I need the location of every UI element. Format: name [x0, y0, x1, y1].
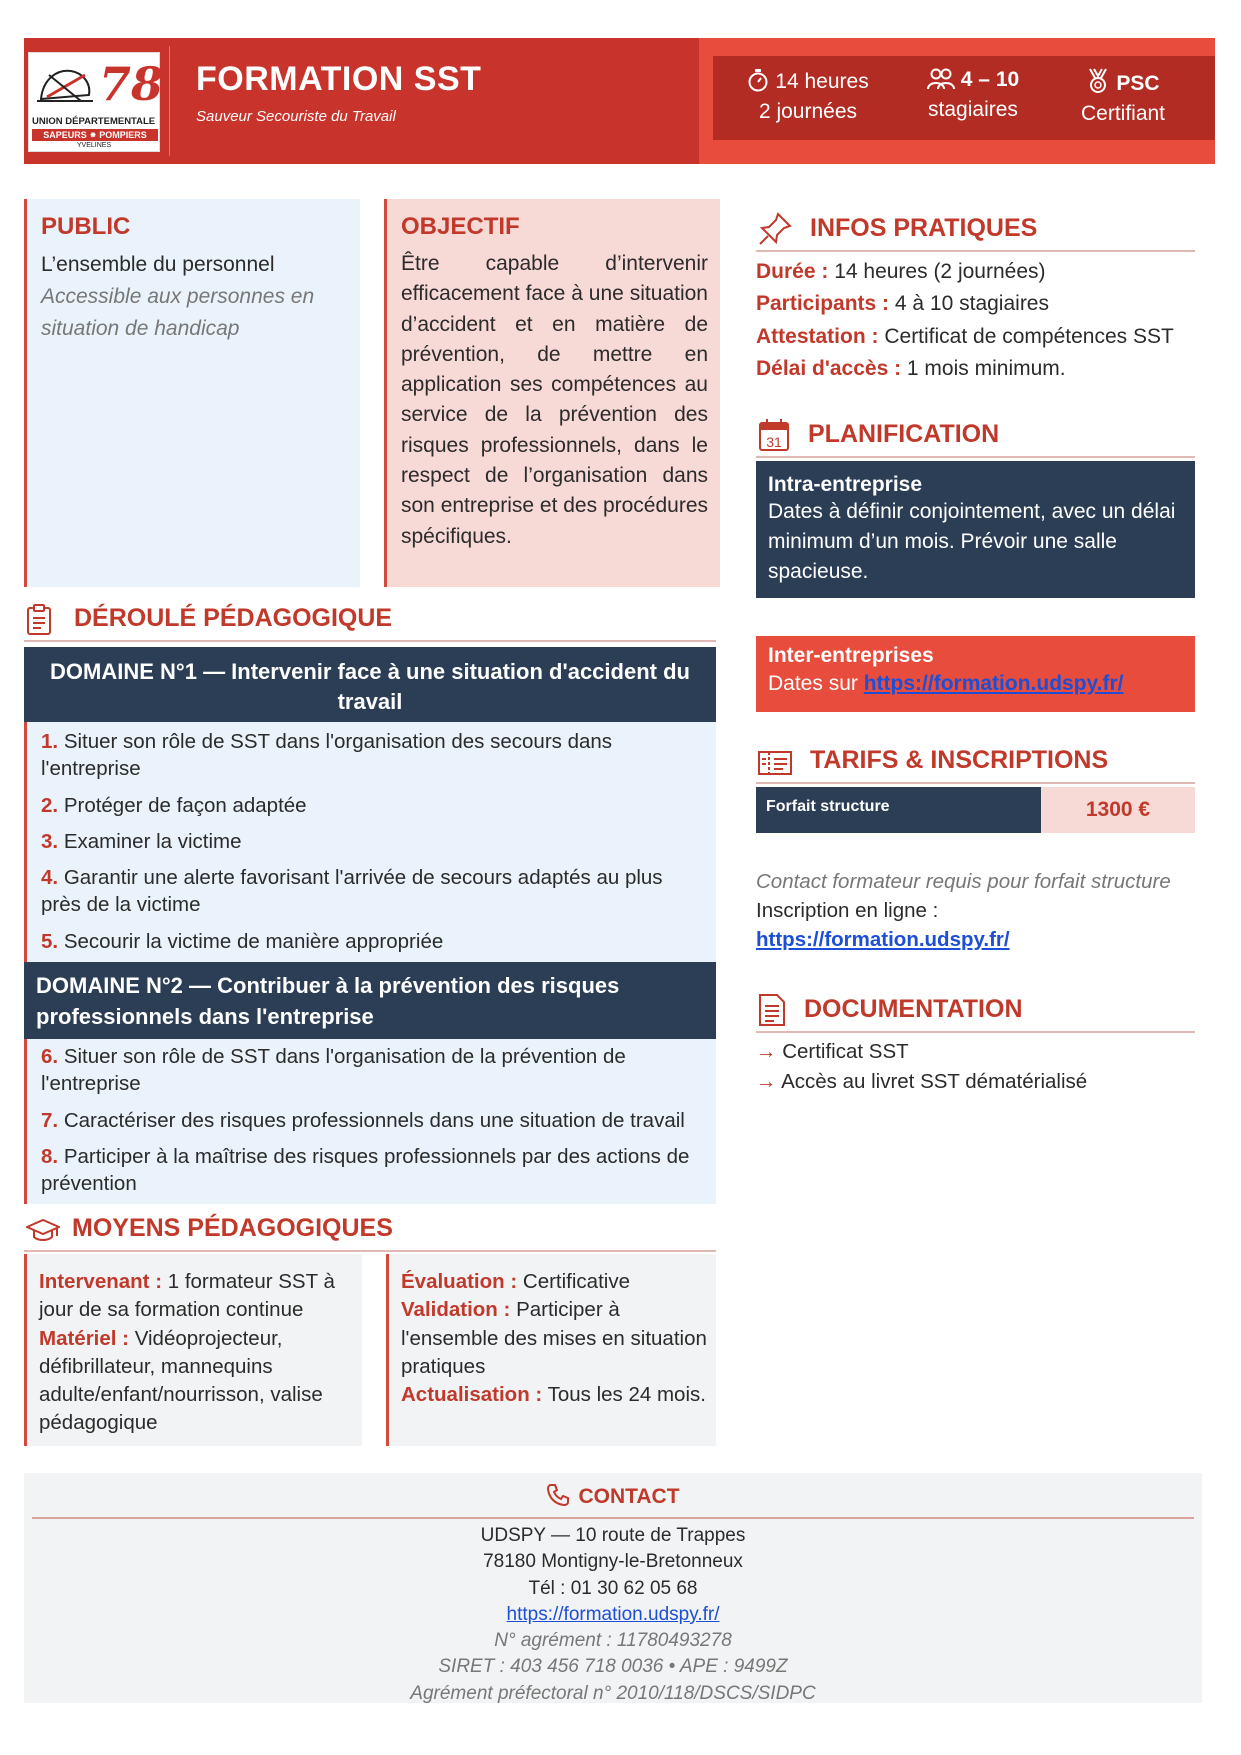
moyens-title: MOYENS PÉDAGOGIQUES	[72, 1214, 393, 1242]
attestation-text: Certificat de compétences SST	[884, 324, 1174, 348]
stats-box	[713, 56, 1215, 140]
info-duree	[756, 256, 1196, 288]
stat-participants-value: 4 – 10	[960, 68, 1020, 91]
stat-participants	[908, 68, 1038, 122]
domaine-1-list	[24, 722, 716, 962]
moyens-intervenant	[39, 1268, 350, 1325]
duree-label: Durée :	[756, 260, 829, 283]
documentation-section-header	[756, 991, 1195, 1033]
domaine-2-list	[24, 1039, 716, 1204]
tarif-row	[756, 787, 1195, 833]
duree-text: 14 heures (2 journées)	[834, 260, 1046, 283]
intervenant-label: Intervenant :	[39, 1270, 163, 1293]
participants-text: 4 à 10 stagiaires	[894, 292, 1049, 316]
logo	[28, 52, 164, 152]
stat-certification	[1058, 68, 1188, 126]
item-text: Situer son rôle de SST dans l'organisation de la prévention de l'entreprise	[41, 1045, 626, 1095]
intra-title: Intra-entreprise	[768, 473, 923, 496]
item-text: Caractériser des risques professionnels dans une situation de travail	[63, 1109, 685, 1132]
info-participants	[756, 288, 1196, 320]
moyens-right-card	[386, 1254, 716, 1446]
doc-item-text: Accès au livret SST dématérialisé	[781, 1070, 1088, 1093]
page-title: FORMATION SST	[196, 60, 482, 98]
graduation-cap-icon	[26, 1218, 60, 1244]
item-number: 8.	[41, 1145, 59, 1168]
item-number: 1.	[41, 730, 59, 753]
moyens-actualisation	[401, 1381, 712, 1409]
footer-title-row	[24, 1483, 1202, 1509]
footer-phone: Tél : 01 30 62 05 68	[528, 1577, 698, 1599]
item-text: Participer à la maîtrise des risques professionnels par des actions de prévention	[41, 1145, 690, 1195]
evaluation-text: Certificative	[522, 1270, 630, 1293]
item-number: 6.	[41, 1045, 59, 1068]
stat-participants-label: stagiaires	[928, 98, 1018, 121]
validation-text: Participer à l'ensemble des mises en situation pratiques	[401, 1298, 707, 1378]
moyens-materiel	[39, 1325, 350, 1438]
deroule-section-header	[24, 600, 716, 642]
clipboard-icon	[26, 604, 52, 636]
documentation-list	[756, 1037, 1087, 1097]
public-title: PUBLIC	[41, 213, 131, 240]
info-attestation	[756, 321, 1196, 353]
inscription-label: Inscription en ligne :	[756, 899, 939, 922]
stat-duration	[733, 68, 883, 124]
footer-siret: SIRET : 403 456 718 0036 • APE : 9499Z	[438, 1656, 788, 1678]
inter-link[interactable]: https://formation.udspy.fr/	[863, 672, 1124, 695]
header-divider	[169, 46, 170, 156]
list-item	[41, 1143, 701, 1197]
logo-line2: SAPEURS ⁕ POMPIERS	[32, 129, 158, 141]
infos-title: INFOS PRATIQUES	[810, 214, 1038, 242]
participants-label: Participants :	[756, 292, 890, 316]
logo-line3: YVELINES	[76, 142, 112, 149]
inter-title: Inter-entreprises	[768, 644, 934, 667]
page-subtitle: Sauveur Secouriste du Travail	[196, 108, 396, 125]
tarifs-title: TARIFS & INSCRIPTIONS	[810, 746, 1109, 774]
document-icon	[758, 993, 786, 1027]
stat-duration-value: 14 heures	[775, 70, 869, 93]
header-stats-panel	[699, 38, 1215, 164]
tarif-contact	[756, 867, 1196, 954]
pushpin-icon	[758, 212, 792, 246]
public-card	[24, 199, 360, 587]
logo-number: 78	[99, 57, 164, 111]
domaine-2-header	[24, 962, 716, 1039]
tarif-price: 1300 €	[1041, 787, 1195, 833]
item-number: 5.	[41, 930, 59, 953]
footer-lines	[24, 1523, 1202, 1707]
inter-text	[768, 668, 1183, 700]
item-text: Garantir une alerte favorisant l'arrivée de secours adaptés au plus près de la victime	[41, 866, 663, 916]
inscription-link[interactable]: https://formation.udspy.fr/	[756, 928, 1010, 951]
footer-contact	[24, 1473, 1202, 1703]
objectif-title: OBJECTIF	[401, 213, 520, 240]
moyens-section-header	[24, 1210, 716, 1252]
list-item	[756, 1037, 1087, 1067]
objectif-card	[384, 199, 720, 587]
tarif-label: Forfait structure	[756, 787, 1041, 833]
attestation-label: Attestation :	[756, 324, 879, 348]
header-banner	[24, 38, 1215, 164]
stopwatch-icon	[747, 68, 769, 92]
item-number: 2.	[41, 794, 59, 817]
moyens-validation	[401, 1296, 712, 1381]
infos-list	[756, 256, 1196, 386]
objectif-text: Être capable d’intervenir efficacement face à une situation d’accident et en matière de prévention, de mettre en application ses compétences au service de la prévention des risques professionnels, dans le respect de l’organisation dans son entreprise et des procédures spécifiques.	[401, 252, 709, 548]
item-text: Examiner la victime	[63, 830, 242, 853]
stat-certification-value: PSC	[1116, 72, 1160, 95]
item-number: 4.	[41, 866, 59, 889]
actualisation-label: Actualisation :	[401, 1383, 543, 1407]
list-item	[756, 1067, 1087, 1097]
footer-title: CONTACT	[578, 1485, 680, 1508]
domaine-1-header	[24, 647, 716, 722]
inter-entreprises-box	[756, 636, 1195, 712]
list-item	[41, 1043, 701, 1097]
intra-text: Dates à définir conjointement, avec un délai minimum d’un mois. Prévoir une salle spacieuse.	[768, 500, 1176, 583]
tarif-note: Contact formateur requis pour forfait structure	[756, 870, 1171, 893]
materiel-label: Matériel :	[39, 1326, 129, 1350]
list-item	[41, 864, 701, 918]
footer-address2: 78180 Montigny-le-Bretonneux	[483, 1551, 743, 1573]
calendar-icon	[758, 418, 790, 452]
ticket-icon	[758, 750, 792, 776]
info-delai	[756, 353, 1196, 385]
intervenant-text: 1 formateur SST à jour de sa formation continue	[39, 1270, 335, 1322]
stat-certification-label: Certifiant	[1080, 102, 1166, 125]
item-number: 3.	[41, 830, 59, 853]
planification-title: PLANIFICATION	[808, 420, 1000, 448]
logo-line1: UNION DÉPARTEMENTALE	[32, 116, 156, 127]
domaine-2-title: DOMAINE N°2 — Contribuer à la prévention des risques professionnels dans l'entreprise	[36, 973, 620, 1029]
planification-section-header	[756, 416, 1195, 458]
list-item	[41, 828, 701, 855]
moyens-evaluation	[401, 1268, 712, 1296]
footer-address1: UDSPY — 10 route de Trappes	[480, 1525, 746, 1546]
item-text: Protéger de façon adaptée	[63, 794, 307, 817]
infos-section-header	[756, 210, 1195, 252]
intra-entreprise-box	[756, 461, 1195, 598]
inter-prefix: Dates sur	[768, 672, 858, 695]
validation-label: Validation :	[401, 1298, 511, 1322]
group-icon	[927, 68, 955, 90]
footer-agrement: N° agrément : 11780493278	[494, 1630, 732, 1652]
list-item	[41, 1107, 701, 1134]
evaluation-label: Évaluation :	[401, 1270, 518, 1293]
arrow-right-icon: →	[756, 1070, 777, 1093]
list-item	[41, 928, 701, 955]
footer-divider	[32, 1517, 1194, 1519]
list-item	[41, 792, 701, 819]
delai-text: 1 mois minimum.	[906, 357, 1066, 381]
delai-label: Délai d'accès :	[756, 357, 902, 381]
documentation-title: DOCUMENTATION	[804, 995, 1023, 1023]
footer-prefectoral: Agrément préfectoral n° 2010/118/DSCS/SIDPC	[410, 1682, 816, 1704]
deroule-title: DÉROULÉ PÉDAGOGIQUE	[74, 604, 393, 632]
public-text: L’ensemble du personnel	[41, 253, 275, 276]
item-text: Secourir la victime de manière appropriée	[63, 930, 444, 953]
item-number: 7.	[41, 1109, 59, 1132]
public-accessibility-note: Accessible aux personnes en situation de handicap	[41, 285, 315, 340]
tarifs-section-header	[756, 742, 1195, 784]
footer-link[interactable]: https://formation.udspy.fr/	[506, 1603, 720, 1625]
actualisation-text: Tous les 24 mois.	[547, 1383, 706, 1407]
item-text: Situer son rôle de SST dans l'organisation des secours dans l'entreprise	[41, 730, 613, 780]
arrow-right-icon: →	[756, 1040, 777, 1063]
stat-duration-label: 2 journées	[758, 100, 858, 123]
medal-icon	[1086, 68, 1110, 94]
domaine-1-title: DOMAINE N°1 — Intervenir face à une situation d'accident du travail	[50, 659, 690, 714]
list-item	[41, 728, 701, 782]
firefighter-helmet-icon	[35, 61, 95, 111]
moyens-left-card	[24, 1254, 362, 1446]
materiel-text: Vidéoprojecteur, défibrillateur, mannequins adulte/enfant/nourrisson, valise pédagogique	[39, 1326, 323, 1435]
phone-icon	[546, 1483, 570, 1507]
doc-item-text: Certificat SST	[782, 1040, 909, 1063]
calendar-day: 31	[766, 434, 782, 450]
